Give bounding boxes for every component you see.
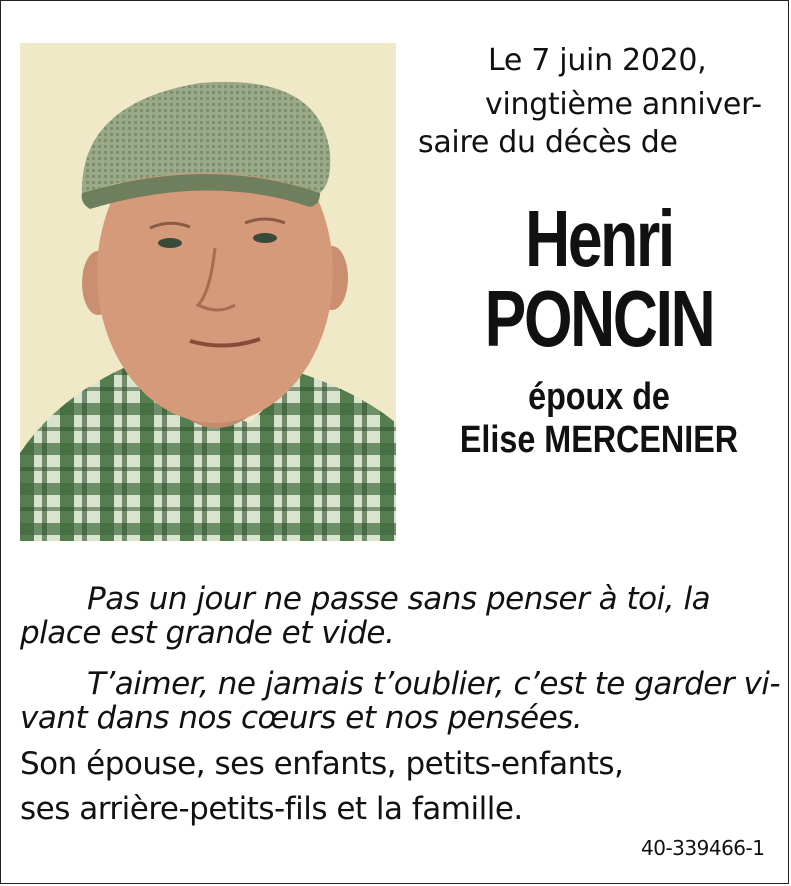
poem-line-3: T’aimer, ne jamais t’oublier, c’est te garder vi- bbox=[87, 666, 781, 702]
poem-line-2: place est grande et vide. bbox=[20, 615, 395, 651]
portrait-photo bbox=[20, 43, 396, 541]
poem-line-1: Pas un jour ne passe sans penser à toi, la bbox=[87, 581, 711, 617]
spouse-line-1: époux de bbox=[528, 376, 670, 418]
deceased-last-name: PONCIN bbox=[484, 274, 714, 363]
family-line-2: ses arrière-petits-fils et la famille. bbox=[20, 791, 523, 827]
deceased-first-name: Henri bbox=[525, 194, 673, 283]
anniversary-line-2: saire du décès de bbox=[418, 125, 678, 160]
date-line: Le 7 juin 2020, bbox=[488, 43, 707, 78]
family-line-1: Son épouse, ses enfants, petits-enfants, bbox=[20, 746, 624, 782]
spouse-line-2: Elise MERCENIER bbox=[459, 419, 739, 461]
anniversary-line-1: vingtième anniver- bbox=[485, 87, 762, 122]
poem-line-4: vant dans nos cœurs et nos pensées. bbox=[20, 700, 583, 736]
reference-number: 40-339466-1 bbox=[641, 836, 765, 860]
